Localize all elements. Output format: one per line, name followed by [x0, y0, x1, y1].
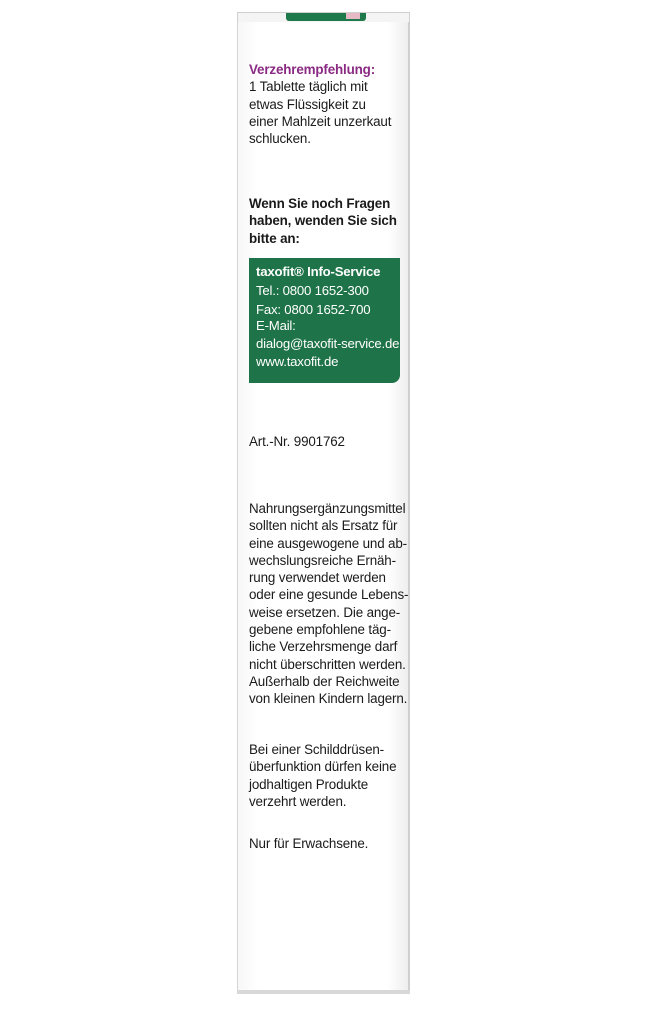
warning-line: wechslungsreiche Ernäh- — [249, 552, 396, 568]
thyroid-line: jodhaltigen Produkte — [249, 776, 369, 792]
thyroid-line: überfunktion dürfen keine — [249, 759, 397, 775]
warning-line: eine ausgewogene und ab- — [249, 535, 407, 551]
thyroid-line: verzehrt werden. — [249, 793, 347, 809]
warning-line: Nahrungsergänzungsmittel — [249, 501, 406, 516]
info-service-phone: Tel.: 0800 1652-300 — [256, 282, 369, 298]
questions-line: Wenn Sie noch Fragen — [249, 196, 391, 211]
info-service-fax: Fax: 0800 1652-700 — [256, 302, 371, 318]
warning-section — [249, 500, 409, 708]
warning-line: Außerhalb der Reichweite — [249, 673, 400, 689]
warning-line: nicht überschritten werden. — [249, 656, 406, 672]
adults-only-note: Nur für Erwachsene. — [249, 836, 369, 851]
box-top-pink-mark — [346, 13, 360, 19]
usage-section — [249, 61, 409, 147]
info-service-email-label: E-Mail: — [256, 318, 296, 334]
questions-line: bitte an: — [249, 230, 300, 246]
info-service-box — [249, 258, 400, 383]
usage-line: schlucken. — [249, 131, 311, 147]
warning-line: sollten nicht als Ersatz für — [249, 518, 398, 534]
warning-line: rung verwendet werden — [249, 570, 386, 586]
warning-line: weise ersetzen. Die ange- — [249, 604, 401, 620]
article-number: Art.-Nr. 9901762 — [249, 434, 345, 449]
info-service-website: www.taxofit.de — [256, 353, 339, 369]
usage-line: etwas Flüssigkeit zu — [249, 96, 366, 112]
thyroid-section — [249, 741, 409, 810]
info-service-email: dialog@taxofit-service.de — [256, 335, 400, 351]
usage-heading: Verzehrempfehlung: — [249, 62, 376, 77]
questions-section — [249, 195, 409, 247]
warning-line: liche Verzehrsmenge darf — [249, 639, 398, 655]
questions-line: haben, wenden Sie sich — [249, 213, 397, 229]
warning-line: oder eine gesunde Lebens- — [249, 587, 409, 603]
box-bottom-edge — [237, 990, 410, 994]
warning-line: gebene empfohlene täg- — [249, 622, 391, 638]
usage-line: einer Mahlzeit unzerkaut — [249, 113, 392, 129]
thyroid-line: Bei einer Schilddrüsen- — [249, 742, 384, 757]
info-service-title: taxofit® Info-Service — [256, 264, 381, 279]
usage-line: 1 Tablette täglich mit — [249, 79, 368, 95]
warning-line: von kleinen Kindern lagern. — [249, 691, 408, 707]
